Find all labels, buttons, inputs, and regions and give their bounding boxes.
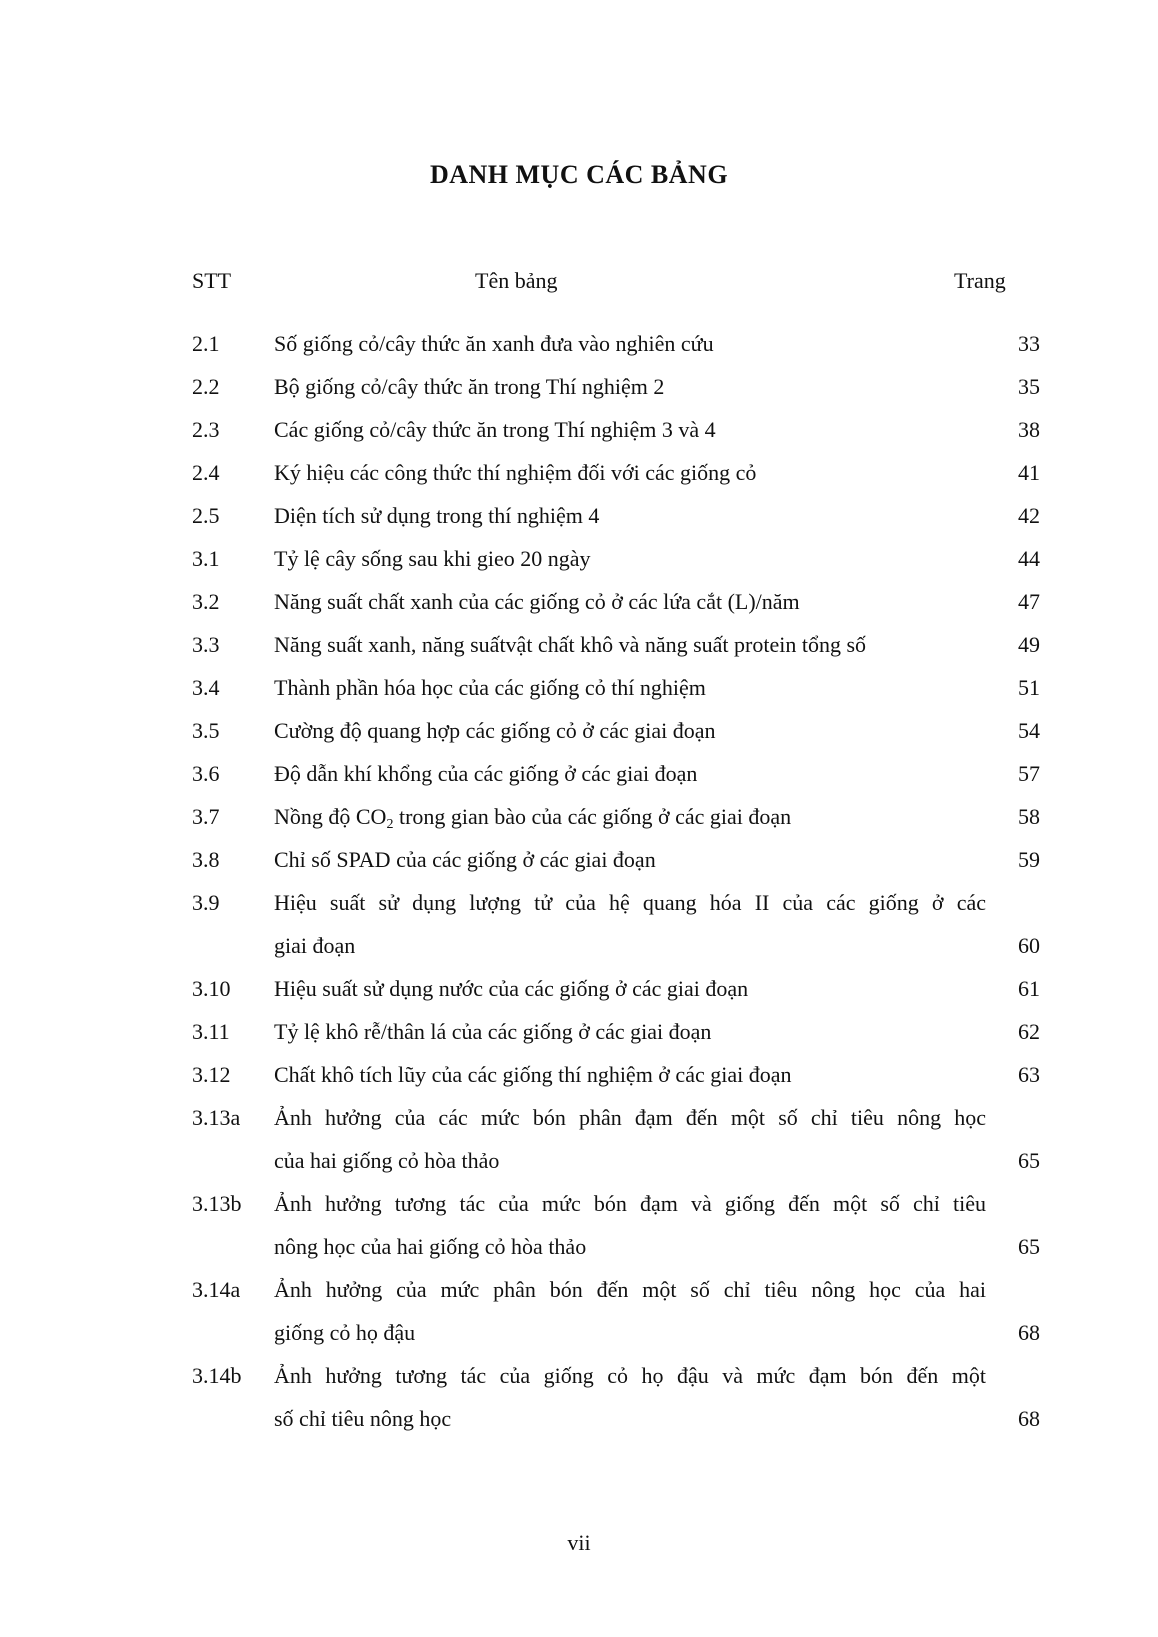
- entry-title: [274, 322, 986, 365]
- entry-page: 62: [1018, 1019, 1040, 1044]
- entry-page: 68: [1018, 1320, 1040, 1345]
- entry-page: 42: [1018, 503, 1040, 528]
- entry-title: [274, 752, 986, 795]
- entry-title-line: Ảnh hưởng của mức phân bón đến một số chỉ tiêu nông học của hai: [274, 1277, 986, 1302]
- table-entry: [0, 580, 1158, 623]
- entry-title-line: Độ dẫn khí khổng của các giống ở các giai đoạn: [274, 761, 698, 786]
- entry-number: 2.2: [192, 374, 220, 399]
- entry-number: 3.1: [192, 546, 220, 571]
- table-entry: [0, 1354, 1158, 1440]
- entry-number: 3.14b: [192, 1363, 242, 1388]
- entry-title-line: Thành phần hóa học của các giống cỏ thí nghiệm: [274, 675, 706, 700]
- entry-title-line: Bộ giống cỏ/cây thức ăn trong Thí nghiệm 2: [274, 374, 665, 399]
- entry-title: [274, 1268, 986, 1354]
- entry-number: 3.3: [192, 632, 220, 657]
- header-page: Trang: [954, 268, 1006, 293]
- entry-title: [274, 580, 986, 623]
- entry-page: 58: [1018, 804, 1040, 829]
- entry-title-line: Ảnh hưởng của các mức bón phân đạm đến một số chỉ tiêu nông học: [274, 1105, 986, 1130]
- entry-title: [274, 623, 986, 666]
- table-entry: [0, 322, 1158, 365]
- entry-number: 3.12: [192, 1062, 231, 1087]
- entry-title-line: Ảnh hưởng tương tác của mức bón đạm và giống đến một số chỉ tiêu: [274, 1191, 986, 1216]
- entry-title-line: Các giống cỏ/cây thức ăn trong Thí nghiệm 3 và 4: [274, 417, 716, 442]
- table-entry: [0, 1053, 1158, 1096]
- table-entry: [0, 795, 1158, 838]
- entry-title: [274, 1010, 986, 1053]
- table-entry: [0, 1182, 1158, 1268]
- entry-title-line: Chất khô tích lũy của các giống thí nghiệm ở các giai đoạn: [274, 1062, 792, 1087]
- entry-page: 47: [1018, 589, 1040, 614]
- entry-page: 68: [1018, 1406, 1040, 1431]
- entry-page: 35: [1018, 374, 1040, 399]
- entry-page: 60: [1018, 933, 1040, 958]
- entry-number: 3.5: [192, 718, 220, 743]
- entry-number: 2.3: [192, 417, 220, 442]
- table-entry: [0, 1096, 1158, 1182]
- entry-title-line: nông học của hai giống cỏ hòa thảo: [274, 1234, 587, 1259]
- entry-title: [274, 795, 986, 838]
- entry-page: 41: [1018, 460, 1040, 485]
- table-entry: [0, 623, 1158, 666]
- entry-number: 3.9: [192, 890, 220, 915]
- entry-title-line: số chỉ tiêu nông học: [274, 1406, 452, 1431]
- table-entry: [0, 752, 1158, 795]
- entry-title: [274, 365, 986, 408]
- table-entry: [0, 494, 1158, 537]
- table-entry: [0, 408, 1158, 451]
- entry-page: 54: [1018, 718, 1040, 743]
- entry-number: 3.2: [192, 589, 220, 614]
- entry-title: [274, 1182, 986, 1268]
- entry-number: 2.4: [192, 460, 220, 485]
- entry-page: 63: [1018, 1062, 1040, 1087]
- entry-title-line: Nồng độ $CO_2$ trong gian bào của các giống ở các giai đoạn: [274, 804, 792, 832]
- entry-title-line: Ký hiệu các công thức thí nghiệm đối với các giống cỏ: [274, 460, 757, 485]
- entry-title: [274, 1354, 986, 1440]
- table-entry: [0, 709, 1158, 752]
- entry-number: 3.11: [192, 1019, 230, 1044]
- entry-title: [274, 666, 986, 709]
- entry-page: 57: [1018, 761, 1040, 786]
- entry-number: 3.13b: [192, 1191, 242, 1216]
- entry-title-line: Năng suất xanh, năng suấtvật chất khô và năng suất protein tổng số: [274, 632, 867, 657]
- entry-title-line: Cường độ quang hợp các giống cỏ ở các giai đoạn: [274, 718, 716, 743]
- entry-title-line: Tỷ lệ khô rễ/thân lá của các giống ở các giai đoạn: [274, 1019, 712, 1044]
- entry-title-line: Diện tích sử dụng trong thí nghiệm 4: [274, 503, 600, 528]
- table-entry: [0, 838, 1158, 881]
- entry-number: 2.5: [192, 503, 220, 528]
- page-number: vii: [567, 1530, 591, 1555]
- entry-number: 3.8: [192, 847, 220, 872]
- entry-title: [274, 881, 986, 967]
- table-entry: [0, 967, 1158, 1010]
- entry-page: 49: [1018, 632, 1040, 657]
- entry-number: 2.1: [192, 331, 220, 356]
- entry-title-line: của hai giống cỏ hòa thảo: [274, 1148, 500, 1173]
- entry-page: 61: [1018, 976, 1040, 1001]
- table-entry: [0, 537, 1158, 580]
- table-header: [0, 268, 1158, 298]
- entry-page: 44: [1018, 546, 1040, 571]
- entry-title-line: Chỉ số SPAD của các giống ở các giai đoạn: [274, 847, 656, 872]
- table-list: [0, 322, 1158, 1440]
- entry-title: [274, 709, 986, 752]
- table-entry: [0, 666, 1158, 709]
- entry-page: 59: [1018, 847, 1040, 872]
- entry-number: 3.13a: [192, 1105, 241, 1130]
- entry-title-line: Hiệu suất sử dụng lượng tử của hệ quang hóa II của các giống ở các: [274, 890, 986, 915]
- entry-title: [274, 408, 986, 451]
- entry-title: [274, 1053, 986, 1096]
- entry-title: [274, 838, 986, 881]
- entry-title: [274, 451, 986, 494]
- table-entry: [0, 365, 1158, 408]
- entry-number: 3.7: [192, 804, 220, 829]
- entry-title-line: Tỷ lệ cây sống sau khi gieo 20 ngày: [274, 546, 591, 571]
- entry-page: 65: [1018, 1234, 1040, 1259]
- entry-title-line: Hiệu suất sử dụng nước của các giống ở các giai đoạn: [274, 976, 749, 1001]
- entry-number: 3.6: [192, 761, 220, 786]
- header-table-name: Tên bảng: [475, 268, 558, 293]
- entry-title-line: giống cỏ họ đậu: [274, 1320, 416, 1345]
- entry-title: [274, 1096, 986, 1182]
- entry-title-line: Năng suất chất xanh của các giống cỏ ở các lứa cắt (L)/năm: [274, 589, 800, 614]
- entry-page: 33: [1018, 331, 1040, 356]
- table-entry: [0, 1010, 1158, 1053]
- entry-title: [274, 537, 986, 580]
- entry-title-line: Số giống cỏ/cây thức ăn xanh đưa vào nghiên cứu: [274, 331, 714, 356]
- table-entry: [0, 1268, 1158, 1354]
- entry-number: 3.10: [192, 976, 231, 1001]
- page-title: DANH MỤC CÁC BẢNG: [429, 160, 729, 189]
- table-entry: [0, 881, 1158, 967]
- entry-title: [274, 967, 986, 1010]
- header-stt: STT: [192, 268, 232, 293]
- entry-page: 38: [1018, 417, 1040, 442]
- entry-page: 65: [1018, 1148, 1040, 1173]
- table-entry: [0, 451, 1158, 494]
- entry-title-line: Ảnh hưởng tương tác của giống cỏ họ đậu và mức đạm bón đến một: [274, 1363, 986, 1388]
- entry-number: 3.14a: [192, 1277, 241, 1302]
- entry-number: 3.4: [192, 675, 220, 700]
- entry-page: 51: [1018, 675, 1040, 700]
- entry-title-line: giai đoạn: [274, 933, 356, 958]
- entry-title: [274, 494, 986, 537]
